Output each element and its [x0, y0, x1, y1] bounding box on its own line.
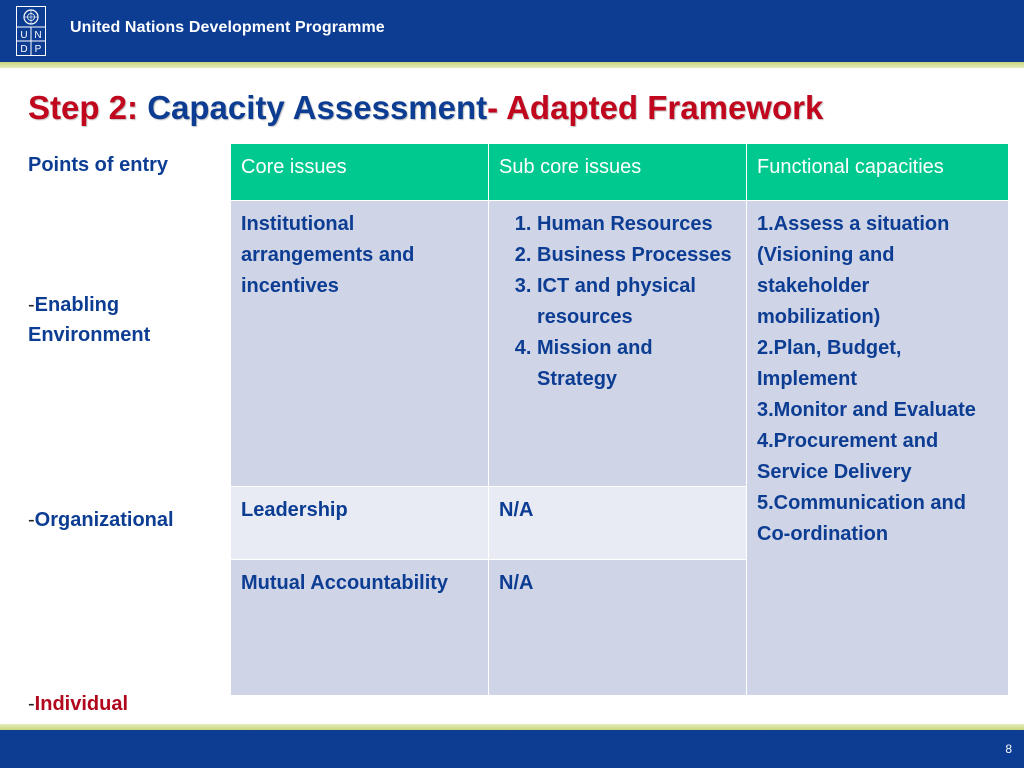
sub-core-list — [499, 209, 736, 395]
functional-capacities-cell — [747, 201, 1009, 696]
entry-environment: Environment — [28, 324, 151, 346]
entry-label: Organizational — [34, 509, 174, 531]
functional-capacity-item: 2.Plan, Budget, Implement — [757, 337, 902, 390]
list-item: 3. ICT and physical resources — [537, 271, 736, 333]
entry-dash: - — [28, 693, 35, 715]
core-issue-cell: Leadership — [231, 487, 489, 560]
sub-core-cell — [489, 201, 747, 487]
functional-capacity-item: 1.Assess a situation (Visioning and stakeholder mobilization) — [757, 213, 950, 328]
functional-capacity-item: 3.Monitor and Evaluate — [757, 399, 976, 421]
logo-letter-n: N — [34, 30, 42, 41]
entry-organizational — [28, 505, 174, 535]
org-name: United Nations Development Programme — [70, 19, 385, 36]
table-header-row — [231, 144, 1009, 201]
list-item: 4. Mission and Strategy — [537, 333, 736, 395]
header-stripe — [0, 62, 1024, 68]
logo-letter-d: D — [20, 44, 28, 55]
sub-core-cell: N/A — [489, 487, 747, 560]
entry-label: Individual — [34, 693, 129, 715]
sub-core-cell: N/A — [489, 560, 747, 696]
functional-capacity-item: 4.Procurement and Service Delivery — [757, 430, 939, 483]
title-capacity-assessment: Capacity Assessment — [147, 89, 488, 126]
table-row — [231, 201, 1009, 487]
page-number: 8 — [1005, 742, 1012, 756]
logo-letter-p: P — [34, 44, 42, 55]
undp-logo — [16, 6, 46, 56]
title-step: Step 2: — [28, 89, 148, 126]
points-of-entry-heading: Points of entry — [28, 154, 169, 176]
functional-capacity-item: 5.Communication and Co-ordination — [757, 492, 966, 545]
framework-table — [230, 143, 1009, 696]
entry-label: Enabling — [34, 294, 120, 316]
list-item: 1. Human Resources — [537, 209, 736, 240]
list-item: 2. Business Processes — [537, 240, 736, 271]
entry-dash: - — [28, 294, 35, 316]
header-sub-core-issues: Sub core issues — [489, 144, 747, 201]
header-functional-capacities: Functional capacities — [747, 144, 1009, 201]
header-bar — [0, 0, 1024, 62]
core-issue-cell: Institutional arrangements and incentives — [231, 201, 489, 487]
logo-letter-u: U — [20, 30, 28, 41]
entry-individual — [28, 689, 128, 719]
footer-bar — [0, 730, 1024, 768]
entry-enabling — [28, 290, 119, 320]
header-core-issues: Core issues — [231, 144, 489, 201]
title-adapted-framework: - Adapted Framework — [487, 89, 824, 126]
slide-title — [28, 89, 823, 127]
entry-dash: - — [28, 509, 35, 531]
core-issue-cell: Mutual Accountability — [231, 560, 489, 696]
